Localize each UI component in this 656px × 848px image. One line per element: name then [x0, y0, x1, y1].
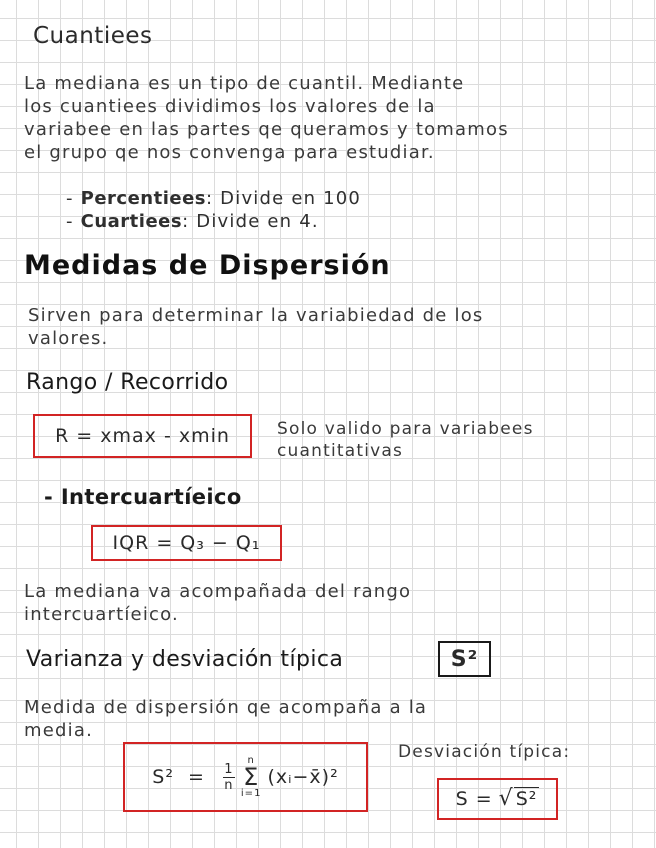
paragraph-line: La mediana va acompañada del rango — [24, 581, 412, 602]
bullet-cuartiles: - Cuartiees: Divide en 4. — [66, 211, 319, 232]
label-desviacion-tipica: Desviación típica: — [398, 742, 571, 762]
note-line: cuantitativas — [277, 441, 404, 461]
paragraph-line: Medida de dispersión qe acompaña a la — [24, 697, 428, 718]
note-rango — [277, 418, 534, 462]
formula-lhs: S² — [152, 766, 174, 788]
formula-equals: = — [187, 766, 205, 788]
formula-rango: R = xmax - xmin — [55, 425, 230, 447]
symbol-s2: S² — [450, 646, 479, 672]
paragraph-mediana-rango — [24, 580, 411, 626]
note-line: Solo valido para variabees — [277, 419, 534, 439]
formula-term: (xᵢ−x̄)² — [267, 766, 339, 788]
paragraph-cuantiles — [24, 72, 509, 164]
formula-box-desviacion — [437, 778, 558, 820]
summation — [241, 755, 262, 799]
bullet-percentiles: - Percentiees: Divide en 100 — [66, 188, 362, 209]
summation-lower: i=1 — [240, 788, 262, 799]
heading-varianza: Varianza y desviación típica — [26, 647, 344, 672]
radicand: S² — [515, 788, 538, 810]
paragraph-line: valores. — [28, 328, 109, 349]
heading-medidas-dispersion: Medidas de Dispersión — [24, 250, 391, 281]
formula-box-iqr — [91, 525, 282, 561]
square-root — [499, 787, 540, 811]
summation-upper: n — [247, 755, 255, 766]
formula-box-varianza — [123, 742, 368, 812]
fraction-denominator: n — [224, 777, 234, 793]
formula-varianza — [152, 755, 338, 799]
paragraph-dispersion-intro — [28, 304, 484, 350]
paragraph-line: los cuantiees dividimos los valores de la — [24, 96, 436, 117]
paragraph-line: media. — [24, 720, 93, 741]
symbol-box-varianza — [438, 641, 491, 677]
bullet-text: : Divide en 4. — [182, 211, 319, 232]
paragraph-line: Sirven para determinar la variabiedad de los — [28, 305, 484, 326]
paragraph-line: La mediana es un tipo de cuantil. Mediante — [24, 73, 465, 94]
std-lhs: S = — [455, 788, 493, 810]
paragraph-line: intercuartíeico. — [24, 604, 179, 625]
radical-icon: √ — [498, 786, 514, 811]
paragraph-varianza-intro — [24, 696, 427, 742]
bullet-text: : Divide en 100 — [206, 188, 362, 209]
paragraph-line: el grupo qe nos convenga para estudiar. — [24, 142, 435, 163]
heading-rango: Rango / Recorrido — [26, 370, 229, 395]
fraction-numerator: 1 — [224, 761, 234, 777]
section-title-cuantiles: Cuantiees — [33, 23, 153, 49]
formula-box-rango — [33, 414, 252, 458]
bullet-label: Cuartiees — [80, 211, 183, 232]
subheading-intercuartilico: - Intercuartíeico — [44, 485, 242, 509]
bullet-label: Percentiees — [80, 188, 206, 209]
formula-fraction — [223, 763, 235, 792]
sigma-icon: Σ — [243, 763, 260, 791]
paragraph-line: variabee en las partes qe queramos y tomamos — [24, 119, 509, 140]
formula-iqr: IQR = Q₃ − Q₁ — [112, 532, 261, 554]
